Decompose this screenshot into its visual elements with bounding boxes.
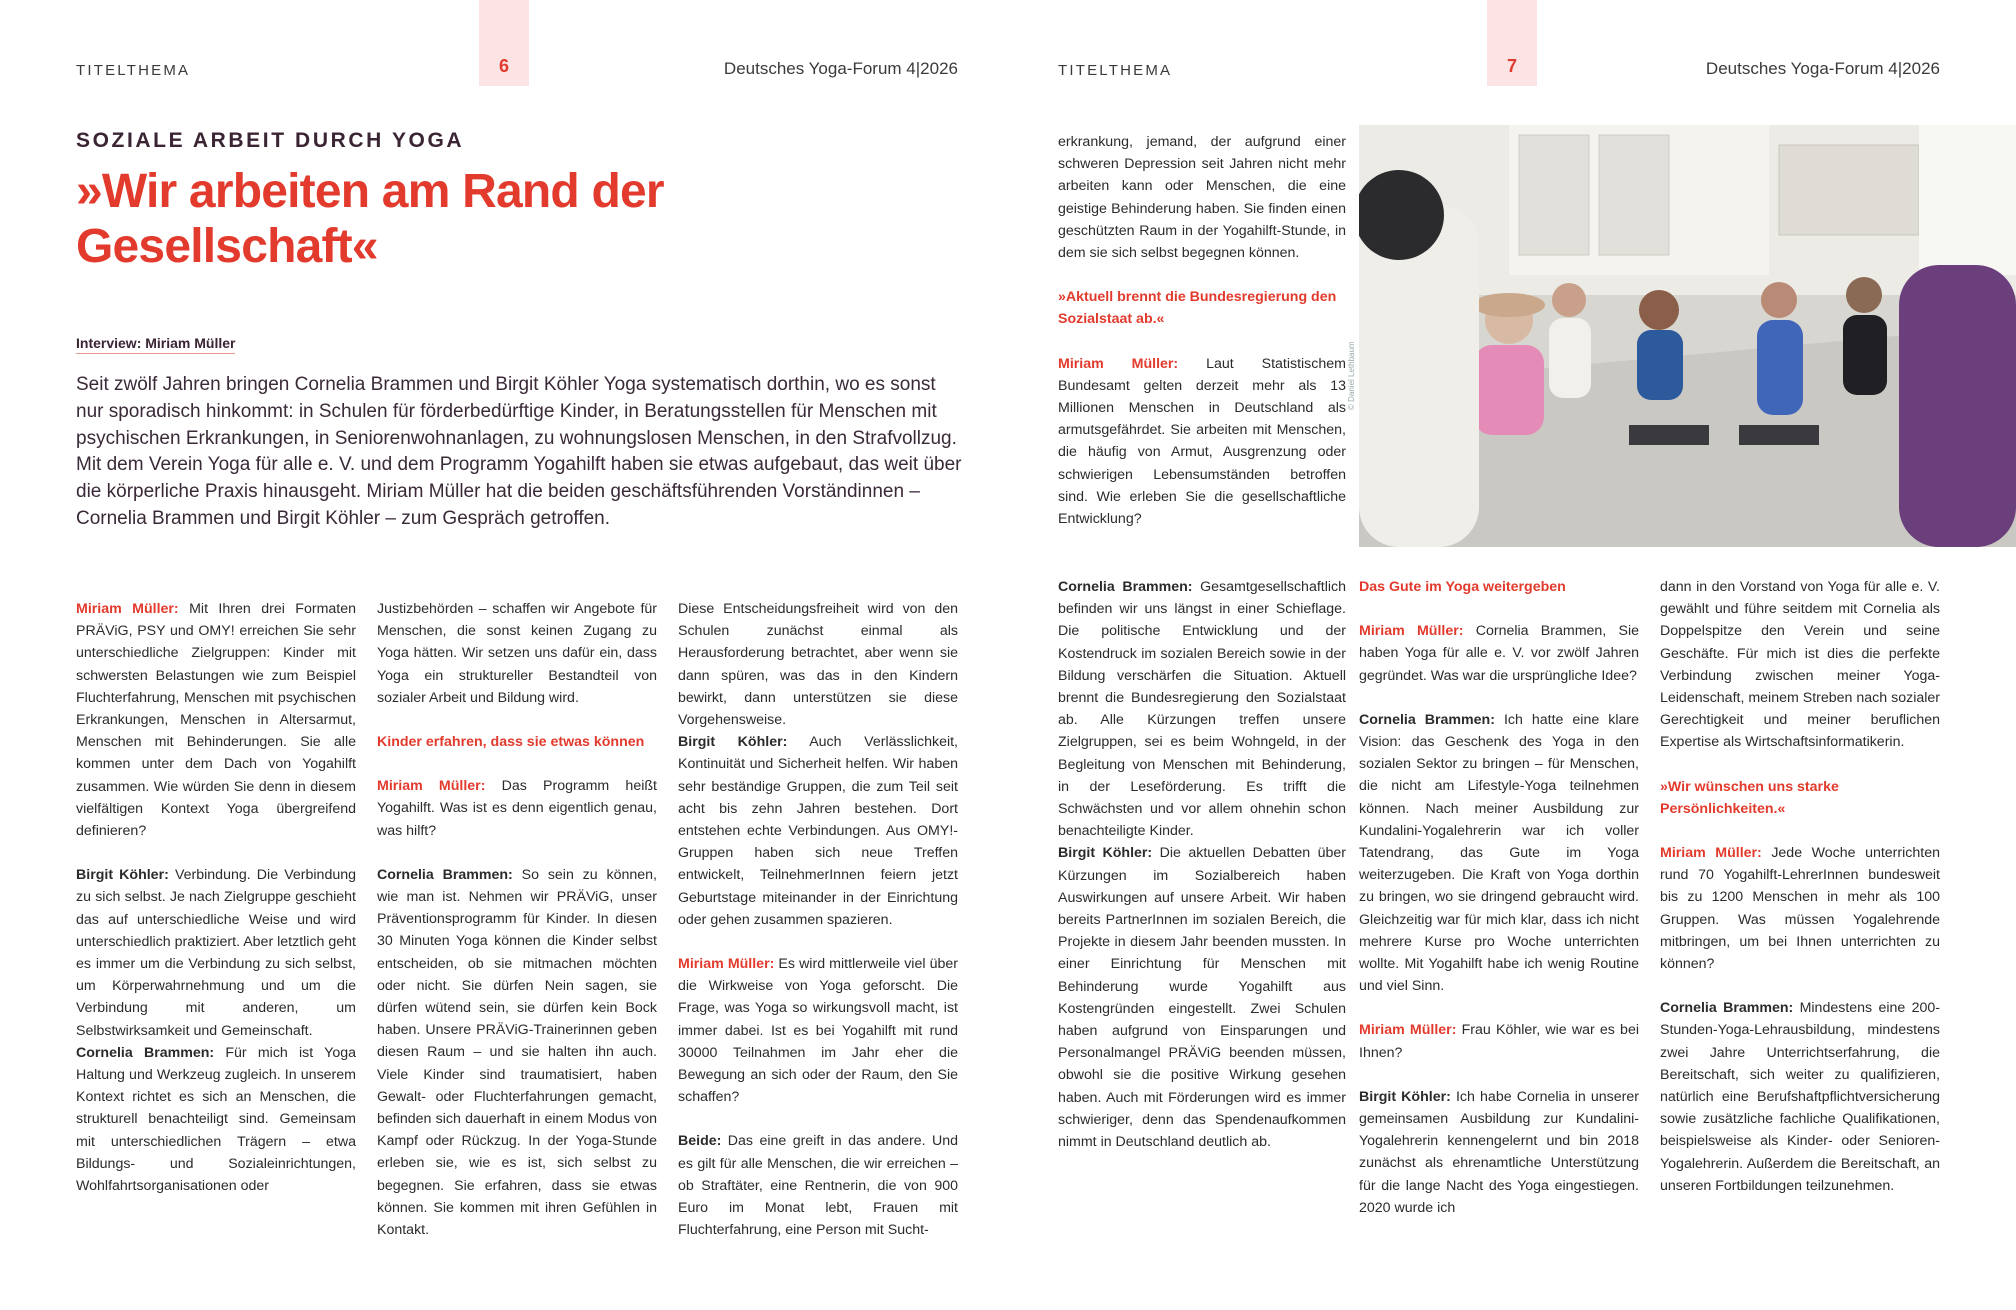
paragraph-text: Cornelia Brammen, Sie haben Yoga für alle e. V. vor zwölf Jahren gegründet. Was war die ursprüngliche Idee? xyxy=(1359,623,1639,684)
paragraph-text: Gesamtgesellschaftlich befinden wir uns längst in einer Schieflage. Die politische Entwicklung und der Kostendruck im sozialen Bereich sowie in der Bildung verschärfen die Situation. Aktuell brennt die Bundesregierung den Sozialstaat ab. Alle Kürzungen treffen unsere Zielgruppen, sei es beim Wohngeld, in der Begleitung von Menschen mit Behinderung, in der Leseförderung. Es trifft die Schwächsten und vor allem ohnehin schon benachteiligte Kinder. xyxy=(1058,579,1347,840)
speaker-label: Miriam Müller: xyxy=(1058,355,1179,372)
paragraph-text: dann in den Vorstand von Yoga für alle e. V. gewählt und führe seitdem mit Cornelia als Doppelspitze den Verein und seine Geschäfte. Für mich ist dies die perfekte Verbindung zwischen meiner Yoga-Leidenschaft, meinem Streben nach sozialer Gerechtigkeit und meiner beruflichen Expertise als Wirtschaftsinformatikerin. xyxy=(1660,579,1940,751)
text-column-1 xyxy=(76,598,356,1197)
headline-line-1: »Wir arbeiten am Rand der xyxy=(76,165,664,218)
speaker-label: Miriam Müller: xyxy=(377,778,486,795)
speaker-label: Miriam Müller: xyxy=(76,601,179,617)
paragraph-text: Ich hatte eine klare Vision: das Geschenk des Yoga in den sozialen Sektor zu bringen – für Menschen, die nicht am Lifestyle-Yoga teilnehmen können. Nach meiner Ausbildung zur Kundalini-Yogalehrerin war ich voller Tatendrang, das Gute im Yoga weiterzugeben. Die Kraft von Yoga dorthin zu bringen, wo sie dringend gebraucht wird. Gleichzeitig war für mich klar, dass ich nicht mehrere Kurse pro Woche unterrichten wollte. Mit Yogahilft habe ich wenig Routine und viel Sinn. xyxy=(1359,711,1639,995)
paragraph-text: Für mich ist Yoga Haltung und Werkzeug zugleich. In unserem Kontext richtet es sich an Menschen, die strukturell benachteiligt sind. Gemeinsam mit unterschiedlichen Trägern – etwa Bildungs- und Sozialeinrichtungen, Wohlfahrtsorganisationen oder xyxy=(76,1044,357,1195)
text-column-2 xyxy=(377,598,657,1241)
text-column-3 xyxy=(678,598,958,1241)
speaker-label: Cornelia Brammen: xyxy=(76,1044,215,1061)
paragraph xyxy=(678,1130,958,1241)
paragraph-text: Jede Woche unterrichten rund 70 Yogahilft-LehrerInnen bundesweit bis zu 1200 Menschen in mehr als 100 Gruppen. Was müssen Yogalehrende mitbringen, um bei Ihnen unterrichten zu können? xyxy=(1660,845,1940,973)
paragraph-text: Laut Statistischem Bundesamt gelten derzeit mehr als 13 Millionen Menschen in Deutschland als armutsgefährdet. Sie arbeiten mit Menschen, die häufig von Armut, Ausgrenzung oder schwierigen Lebensumständen betroffen sind. Wie erleben Sie die gesellschaftliche Entwicklung? xyxy=(1058,355,1346,528)
paragraph xyxy=(1660,842,1940,975)
group-yoga-photo xyxy=(1359,125,2016,547)
subheading: Das Gute im Yoga weitergeben xyxy=(1359,579,1566,595)
paragraph-text: Justizbehörden – schaffen wir Angebote für Menschen, die sonst keinen Zugang zu Yoga hätten. Wir setzen uns dafür ein, dass Yoga ein struktureller Bestandteil von sozialer Arbeit und Bildung wird. xyxy=(377,601,657,706)
page-number: 6 xyxy=(498,56,509,76)
headline xyxy=(76,164,776,274)
paragraph xyxy=(678,953,958,1108)
paragraph-text: Frau Köhler, wie war es bei Ihnen? xyxy=(1359,1022,1639,1061)
paragraph xyxy=(1359,709,1639,998)
paragraph xyxy=(377,775,657,842)
kicker: SOZIALE ARBEIT DURCH YOGA xyxy=(76,129,465,152)
paragraph-text: So sein zu können, wie man ist. Nehmen wir PRÄViG, unser Präventionsprogramm für Kinder. In diesen 30 Minuten Yoga können die Kinder selbst entscheiden, ob sie mitmachen möchten oder nicht. Sie dürfen Nein sagen, sie dürfen wütend sein, sie dürfen kein Bock haben. Unsere PRÄViG-Trainerinnen geben diesen Raum – und sie halten ihn auch. Viele Kinder sind traumatisiert, haben Gewalt- oder Fluchterfahrungen gemacht, befinden sich dauerhaft in einem Modus von Kampf oder Rückzug. In der Yoga-Stunde erleben sie, wie es ist, sich selbst zu begegnen. Sie erfahren, dass sie etwas können. Sie kommen mit ihren Gefühlen in Kontakt. xyxy=(377,866,657,1239)
text-column-2 xyxy=(1359,576,1639,1219)
speaker-label: Birgit Köhler: xyxy=(1359,1088,1451,1105)
paragraph xyxy=(76,864,356,1042)
paragraph-text: Diese Entscheidungsfreiheit wird von den Schulen zunächst einmal als Herausforderung betrachtet, aber wenn sie dann spüren, was das in den Kindern bewirkt, dann unterstützen sie diese Vorgehensweise. xyxy=(678,601,958,729)
photo-illustration xyxy=(1359,125,2016,547)
text-column-1-lower xyxy=(1058,576,1346,1153)
magazine-title: Deutsches Yoga-Forum 4|2026 xyxy=(723,59,958,78)
paragraph xyxy=(76,598,356,842)
section-label: TITELTHEMA xyxy=(1058,62,1173,79)
speaker-label: Miriam Müller: xyxy=(1359,623,1464,640)
paragraph-text: Das eine greift in das andere. Und es gilt für alle Menschen, die wir erreichen – ob Straftäter, eine Rentnerin, die von 900 Euro im Monat lebt, Frauen mit Fluchterfahrung, eine Person mit Sucht- xyxy=(678,1133,958,1239)
speaker-label: Beide: xyxy=(678,1133,722,1150)
byline: Interview: Miriam Müller xyxy=(76,335,235,354)
paragraph-text: Verbindung. Die Verbindung zu sich selbst. Je nach Zielgruppe geschieht das auf unterschiedliche Weise und wird unterschiedlich praktiziert. Aber letztlich geht es immer um die Verbindung zu sich selbst, um Körperwahrnehmung und um die Verbindung mit anderen, um Selbstwirksamkeit und Gemeinschaft. xyxy=(76,867,357,1039)
paragraph xyxy=(1660,576,1940,754)
speaker-label: Miriam Müller: xyxy=(1660,845,1762,862)
paragraph xyxy=(1359,620,1639,687)
paragraph xyxy=(678,731,958,931)
text-column-1 xyxy=(1058,131,1346,552)
speaker-label: Cornelia Brammen: xyxy=(1660,1000,1794,1017)
paragraph xyxy=(76,1042,356,1197)
section-label: TITELTHEMA xyxy=(76,62,191,79)
paragraph-text: Mindestens eine 200-Stunden-Yoga-Lehrausbildung, mindestens zwei Jahre Unterrichtserfahrung, die Bereitschaft, sich weiter zu qualifizieren, natürlich eine Berufshaftpflichtversicherung sowie zusätzliche fachliche Qualifikationen, beispielsweise als Kinder- oder Senioren-Yogalehrerin. Außerdem die Bereitschaft, an unseren Fortbildungen teilzunehmen. xyxy=(1660,1000,1940,1194)
page-tab xyxy=(479,0,529,86)
paragraph xyxy=(1058,131,1346,264)
magazine-title: Deutsches Yoga-Forum 4|2026 xyxy=(1705,59,1940,78)
speaker-label: Birgit Köhler: xyxy=(1058,845,1153,862)
paragraph xyxy=(1058,842,1346,1153)
text-column-3 xyxy=(1660,576,1940,1197)
paragraph-text: Auch Verlässlichkeit, Kontinuität und Sicherheit helfen. Wir haben sehr beständige Gruppen, die zum Teil seit acht bis zehn Jahren bestehen. Dort entstehen echte Verbindungen. Aus OMY!-Gruppen haben sich neue Treffen entwickelt, TeilnehmerInnen feiern jetzt Geburtstage miteinander in der Einrichtung oder gehen zusammen spazieren. xyxy=(678,734,958,928)
paragraph-text: Ich habe Cornelia in unserer gemeinsamen Ausbildung zur Kundalini-Yogalehrerin kennengelernt und bin 2018 zunächst als ehrenamtliche Unterstützung für die lange Nacht des Yoga eingestiegen. 2020 wurde ich xyxy=(1359,1088,1639,1216)
paragraph xyxy=(678,598,958,731)
page-number: 7 xyxy=(1506,56,1517,76)
paragraph-text: Mit Ihren drei Formaten PRÄViG, PSY und OMY! erreichen Sie sehr unterschiedliche Zielgruppen: Kinder mit schwersten Belastungen wie zum Beispiel Fluchterfahrung, Menschen mit psychischen Erkrankungen, Menschen in Altersarmut, Menschen mit Behinderungen. Sie alle kommen unter dem Dach von Yogahilft zusammen. Wie würden Sie denn in diesem vielfältigen Kontext Yoga übergreifend definieren? xyxy=(76,601,356,840)
speaker-label: Miriam Müller: xyxy=(678,956,775,973)
lead-paragraph: Seit zwölf Jahren bringen Cornelia Brammen und Birgit Köhler Yoga systematisch dorthin, wo es sonst nur sporadisch hinkommt: in Schulen für förderbedürftige Kinder, in Beratungsstellen für Menschen mit psychischen Erkrankungen, in Seniorenwohnanlagen, zu wohnungslosen Menschen, in den Strafvollzug. Mit dem Verein Yoga für alle e. V. und dem Programm Yogahilft haben sie etwas aufgebaut, das weit über die körperliche Praxis hinausgeht. Miriam Müller hat die beiden geschäftsführenden Vorständinnen – Cornelia Brammen und Birgit Köhler – zum Gespräch getroffen. xyxy=(76,374,962,529)
paragraph xyxy=(377,864,657,1241)
speaker-label: Cornelia Brammen: xyxy=(377,866,513,883)
paragraph xyxy=(1359,1086,1639,1219)
paragraph xyxy=(1058,576,1346,842)
subheading: Kinder erfahren, dass sie etwas können xyxy=(377,734,645,751)
photo-credit: © Daniel Lethbaum xyxy=(1347,341,1356,410)
paragraph-text: Das Programm heißt Yogahilft. Was ist es denn eigentlich genau, was hilft? xyxy=(377,778,657,839)
subheading: »Wir wünschen uns starke Persönlichkeiten.« xyxy=(1660,778,1839,817)
subheading: »Aktuell brennt die Bundesregierung den Sozialstaat ab.« xyxy=(1058,289,1337,328)
page-tab xyxy=(1487,0,1537,86)
paragraph-text: erkrankung, jemand, der aufgrund einer schweren Depression seit Jahren nicht mehr arbeiten kann oder Menschen, die eine geistige Behinderung haben. Sie finden einen geschützten Raum in der Yogahilft-Stunde, in dem sie sich selbst begegnen können. xyxy=(1058,134,1346,262)
paragraph xyxy=(1660,997,1940,1197)
speaker-label: Birgit Köhler: xyxy=(678,734,788,751)
speaker-label: Birgit Köhler: xyxy=(76,867,169,884)
headline-line-2: Gesellschaft« xyxy=(76,220,378,273)
paragraph-text: Es wird mittlerweile viel über die Wirkweise von Yoga geforscht. Die Frage, was Yoga so wirkungsvoll macht, ist immer dabei. Ist es bei Yogahilft mit rund 30000 Teilnahmen im Jahr eher die Bewegung an sich oder der Raum, den Sie schaffen? xyxy=(678,956,958,1106)
speaker-label: Miriam Müller: xyxy=(1359,1022,1457,1039)
speaker-label: Cornelia Brammen: xyxy=(1359,711,1495,728)
paragraph-text: Die aktuellen Debatten über Kürzungen im Sozialbereich haben Auswirkungen auf unsere Arbeit. Wir haben bereits PartnerInnen im sozialen Bereich, die Projekte in diesem Jahr beenden mussten. In einer Einrichtung für Menschen mit Behinderung wurde Yogahilft aus Kostengründen eingestellt. Zwei Schulen haben aufgrund von Einsparungen und Personalmangel PRÄViG beenden müssen, obwohl sie die positive Wirkung gesehen haben. Auch mit Förderungen wird es immer schwieriger, denn das Spendenaufkommen nimmt in Deutschland deutlich ab. xyxy=(1058,845,1347,1151)
paragraph xyxy=(377,598,657,709)
speaker-label: Cornelia Brammen: xyxy=(1058,579,1193,595)
paragraph xyxy=(1359,1019,1639,1063)
paragraph xyxy=(1058,353,1346,531)
